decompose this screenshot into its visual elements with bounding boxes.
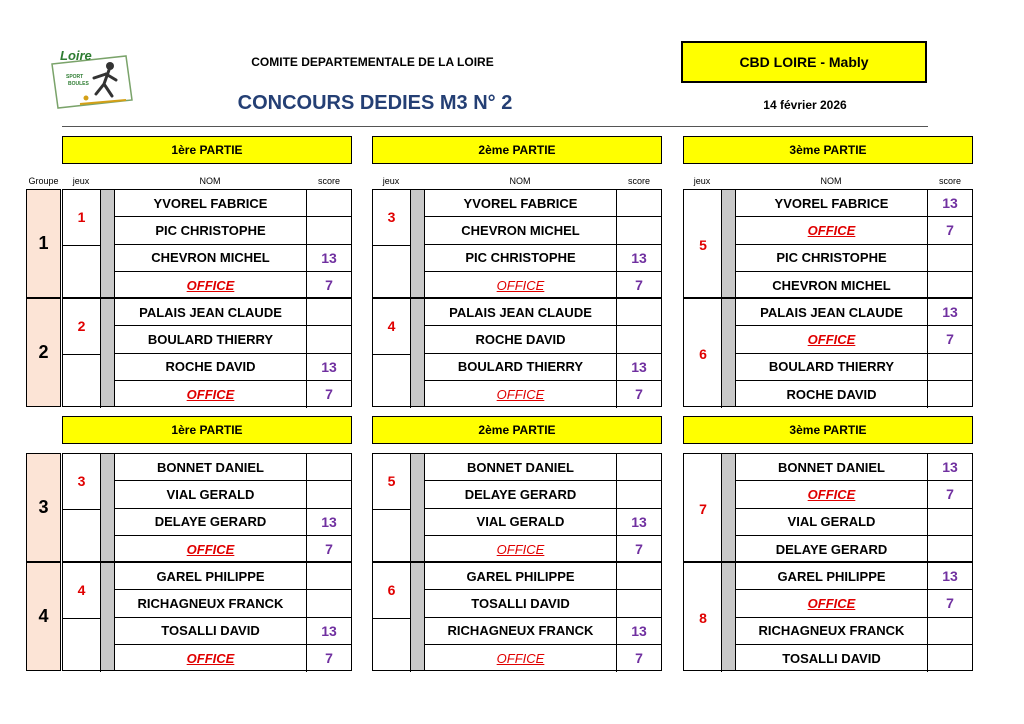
player-row [425, 381, 661, 408]
player-row [115, 354, 351, 381]
jeux-number-cell [373, 618, 411, 673]
player-row [115, 536, 351, 563]
score-cell [928, 245, 972, 271]
player-name: CHEVRON MICHEL [736, 272, 928, 299]
player-row [425, 563, 661, 590]
player-name: BONNET DANIEL [736, 454, 928, 480]
group-number-cell: 2 [26, 298, 61, 407]
pair-separator [63, 354, 101, 355]
office-entry: OFFICE [425, 272, 617, 299]
gray-marker-column [101, 563, 115, 670]
score-cell: 7 [635, 386, 643, 403]
player-row [736, 454, 972, 481]
player-row [736, 481, 972, 508]
player-name: RICHAGNEUX FRANCK [115, 590, 307, 616]
pair-separator [373, 354, 411, 355]
player-row [115, 272, 351, 299]
column-label-score: score [938, 176, 961, 186]
jeux-number-cell [63, 245, 101, 300]
jeux-number-cell: 7 [699, 500, 707, 517]
score-cell [307, 190, 351, 216]
group-number-cell: 1 [26, 189, 61, 298]
gray-marker-column [722, 299, 736, 406]
player-row [736, 509, 972, 536]
gray-marker-column [411, 563, 425, 670]
match-block [372, 189, 662, 298]
player-row [425, 299, 661, 326]
office-entry: OFFICE [115, 272, 307, 299]
part-header: 1ère PARTIE [62, 136, 352, 164]
player-row [736, 217, 972, 244]
office-entry: OFFICE [736, 481, 928, 507]
jeux-number-cell: 5 [699, 236, 707, 253]
player-name: YVOREL FABRICE [115, 190, 307, 216]
player-name: DELAYE GERARD [115, 509, 307, 535]
office-entry: OFFICE [115, 381, 307, 408]
jeux-number-cell: 4 [63, 563, 101, 618]
player-row [736, 536, 972, 563]
score-cell [617, 299, 661, 325]
player-row [736, 354, 972, 381]
score-cell [617, 590, 661, 616]
player-name: DELAYE GERARD [425, 481, 617, 507]
score-cell [617, 190, 661, 216]
player-row [425, 536, 661, 563]
gray-marker-column [722, 563, 736, 670]
score-cell: 7 [325, 650, 333, 667]
svg-text:SPORT: SPORT [66, 74, 84, 80]
score-cell: 13 [631, 249, 647, 266]
player-row [425, 590, 661, 617]
jeux-number-cell: 6 [699, 345, 707, 362]
score-cell [928, 272, 972, 299]
column-label-nom: NOM [509, 176, 531, 186]
player-name: VIAL GERALD [425, 509, 617, 535]
player-row [115, 481, 351, 508]
column-label-nom: NOM [820, 176, 842, 186]
score-cell [928, 354, 972, 380]
office-entry: OFFICE [736, 326, 928, 352]
player-row [736, 299, 972, 326]
player-row [425, 272, 661, 299]
score-cell: 7 [946, 486, 954, 503]
club-name: CBD LOIRE - Mably [739, 54, 869, 70]
player-row [736, 326, 972, 353]
score-cell: 13 [942, 304, 958, 321]
player-name: BOULARD THIERRY [736, 354, 928, 380]
jeux-number-cell [373, 245, 411, 300]
match-block [372, 298, 662, 407]
score-cell [617, 563, 661, 589]
player-row [115, 563, 351, 590]
score-cell [307, 299, 351, 325]
player-name: GAREL PHILIPPE [115, 563, 307, 589]
score-cell [307, 481, 351, 507]
score-cell [307, 326, 351, 352]
club-banner [681, 41, 927, 83]
score-cell [928, 618, 972, 644]
player-name: TOSALLI DAVID [425, 590, 617, 616]
player-name: DELAYE GERARD [736, 536, 928, 563]
player-row [425, 354, 661, 381]
score-cell: 13 [942, 568, 958, 585]
score-cell: 13 [631, 358, 647, 375]
player-row [115, 381, 351, 408]
gray-marker-column [101, 299, 115, 406]
score-cell: 13 [321, 513, 337, 530]
pair-separator [373, 618, 411, 619]
player-name: PALAIS JEAN CLAUDE [425, 299, 617, 325]
office-entry: OFFICE [425, 645, 617, 672]
player-row [115, 326, 351, 353]
player-name: ROCHE DAVID [425, 326, 617, 352]
player-name: TOSALLI DAVID [736, 645, 928, 672]
score-cell [307, 590, 351, 616]
player-row [425, 481, 661, 508]
player-name: PALAIS JEAN CLAUDE [115, 299, 307, 325]
match-block [62, 562, 352, 671]
score-cell: 7 [325, 386, 333, 403]
player-name: YVOREL FABRICE [736, 190, 928, 216]
score-cell: 7 [946, 331, 954, 348]
score-cell [928, 645, 972, 672]
gray-marker-column [722, 454, 736, 561]
player-row [736, 618, 972, 645]
score-cell: 7 [946, 595, 954, 612]
score-cell [928, 509, 972, 535]
group-number-cell: 4 [26, 562, 61, 671]
score-cell [617, 326, 661, 352]
player-name: GAREL PHILIPPE [425, 563, 617, 589]
match-block [683, 453, 973, 562]
score-cell: 13 [321, 622, 337, 639]
loire-sport-boules-logo [46, 42, 138, 118]
player-name: PIC CHRISTOPHE [115, 217, 307, 243]
gray-marker-column [101, 454, 115, 561]
player-name: CHEVRON MICHEL [115, 245, 307, 271]
header-divider [62, 126, 928, 127]
column-label-nom: NOM [199, 176, 221, 186]
office-entry: OFFICE [115, 645, 307, 672]
pair-separator [63, 509, 101, 510]
player-row [425, 245, 661, 272]
match-block [62, 189, 352, 298]
player-name: YVOREL FABRICE [425, 190, 617, 216]
match-block [372, 453, 662, 562]
score-cell: 13 [631, 513, 647, 530]
svg-text:Loire: Loire [60, 48, 92, 63]
column-label-score: score [317, 176, 340, 186]
jeux-number-cell: 3 [373, 190, 411, 245]
player-row [115, 190, 351, 217]
score-cell [307, 563, 351, 589]
player-row [425, 509, 661, 536]
player-name: VIAL GERALD [736, 509, 928, 535]
player-row [115, 245, 351, 272]
jeux-number-cell: 6 [373, 563, 411, 618]
score-cell: 13 [321, 249, 337, 266]
player-row [425, 217, 661, 244]
pair-separator [63, 245, 101, 246]
score-cell [617, 454, 661, 480]
office-entry: OFFICE [425, 536, 617, 563]
jeux-number-cell: 5 [373, 454, 411, 509]
part-header: 3ème PARTIE [683, 416, 973, 444]
player-row [115, 645, 351, 672]
player-name: ROCHE DAVID [115, 354, 307, 380]
jeux-number-cell: 1 [63, 190, 101, 245]
match-block [62, 453, 352, 562]
office-entry: OFFICE [425, 381, 617, 408]
player-name: VIAL GERALD [115, 481, 307, 507]
jeux-number-cell [63, 354, 101, 409]
jeux-number-cell: 8 [699, 609, 707, 626]
pair-separator [373, 245, 411, 246]
player-name: BONNET DANIEL [425, 454, 617, 480]
player-name: GAREL PHILIPPE [736, 563, 928, 589]
jeux-number-cell [63, 618, 101, 673]
match-block [683, 298, 973, 407]
match-block [683, 562, 973, 671]
score-cell [307, 217, 351, 243]
player-row [115, 509, 351, 536]
committee-name: COMITE DEPARTEMENTALE DE LA LOIRE [251, 55, 494, 69]
column-label-jeux: jeux [382, 176, 400, 186]
score-cell: 7 [635, 277, 643, 294]
player-row [736, 645, 972, 672]
player-row [736, 190, 972, 217]
score-cell [617, 481, 661, 507]
jeux-number-cell [63, 509, 101, 564]
player-name: PIC CHRISTOPHE [425, 245, 617, 271]
player-name: BOULARD THIERRY [425, 354, 617, 380]
player-name: ROCHE DAVID [736, 381, 928, 408]
score-cell: 13 [942, 459, 958, 476]
jeux-number-cell: 4 [373, 299, 411, 354]
jeux-number-cell: 2 [63, 299, 101, 354]
player-row [736, 381, 972, 408]
player-row [736, 272, 972, 299]
player-row [115, 299, 351, 326]
gray-marker-column [411, 299, 425, 406]
score-cell: 7 [946, 222, 954, 239]
column-label-jeux: jeux [72, 176, 90, 186]
player-name: PALAIS JEAN CLAUDE [736, 299, 928, 325]
score-cell [928, 536, 972, 563]
office-entry: OFFICE [115, 536, 307, 563]
jeux-number-cell [373, 509, 411, 564]
office-entry: OFFICE [736, 217, 928, 243]
player-row [736, 245, 972, 272]
player-name: CHEVRON MICHEL [425, 217, 617, 243]
part-header: 2ème PARTIE [372, 416, 662, 444]
player-row [736, 563, 972, 590]
player-name: PIC CHRISTOPHE [736, 245, 928, 271]
gray-marker-column [722, 190, 736, 297]
column-label-score: score [627, 176, 650, 186]
score-cell [307, 454, 351, 480]
gray-marker-column [411, 190, 425, 297]
player-name: BOULARD THIERRY [115, 326, 307, 352]
player-name: RICHAGNEUX FRANCK [425, 618, 617, 644]
player-row [115, 590, 351, 617]
svg-text:BOULES: BOULES [68, 81, 89, 87]
gray-marker-column [101, 190, 115, 297]
pair-separator [373, 509, 411, 510]
match-block [683, 189, 973, 298]
player-row [425, 326, 661, 353]
jeux-number-cell: 3 [63, 454, 101, 509]
gray-marker-column [411, 454, 425, 561]
column-label-groupe: Groupe [28, 176, 59, 186]
match-block [62, 298, 352, 407]
office-entry: OFFICE [736, 590, 928, 616]
score-cell [617, 217, 661, 243]
player-row [115, 618, 351, 645]
player-name: BONNET DANIEL [115, 454, 307, 480]
player-row [736, 590, 972, 617]
score-cell: 13 [631, 622, 647, 639]
player-row [115, 454, 351, 481]
player-row [425, 190, 661, 217]
part-header: 1ère PARTIE [62, 416, 352, 444]
match-block [372, 562, 662, 671]
group-number-cell: 3 [26, 453, 61, 562]
column-label-jeux: jeux [693, 176, 711, 186]
score-cell: 13 [942, 195, 958, 212]
pair-separator [63, 618, 101, 619]
score-cell: 7 [325, 541, 333, 558]
score-cell: 7 [635, 650, 643, 667]
page-title: CONCOURS DEDIES M3 N° 2 [237, 92, 513, 114]
player-row [425, 645, 661, 672]
part-header: 2ème PARTIE [372, 136, 662, 164]
player-row [425, 454, 661, 481]
player-name: TOSALLI DAVID [115, 618, 307, 644]
score-cell: 7 [325, 277, 333, 294]
jeux-number-cell [373, 354, 411, 409]
event-date: 14 février 2026 [763, 98, 847, 112]
player-name: RICHAGNEUX FRANCK [736, 618, 928, 644]
part-header: 3ème PARTIE [683, 136, 973, 164]
score-cell: 13 [321, 358, 337, 375]
player-row [115, 217, 351, 244]
score-cell: 7 [635, 541, 643, 558]
score-cell [928, 381, 972, 408]
player-row [425, 618, 661, 645]
